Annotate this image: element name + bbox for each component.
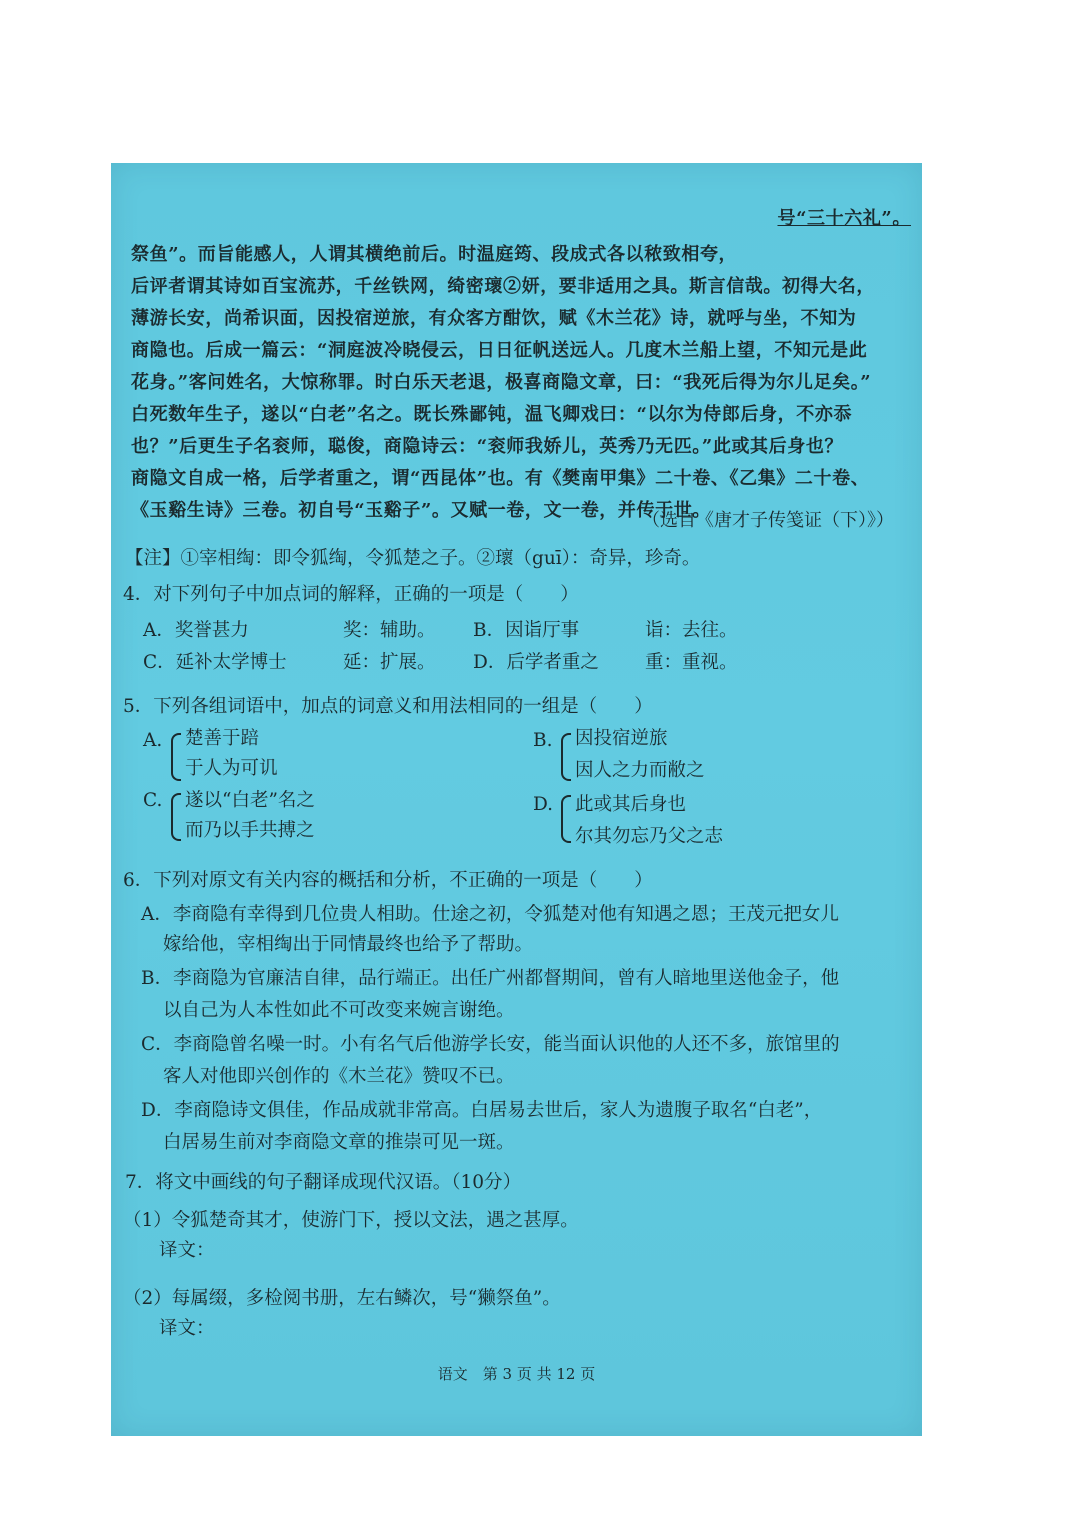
page-footer: 语文 第 3 页 共 12 页 xyxy=(437,1365,596,1383)
q4-option-a-gloss: 奖：辅助。 xyxy=(343,620,436,641)
q5-option-d-label: D. xyxy=(533,794,554,815)
q5-option-a-second: 于人为可讥 xyxy=(185,758,278,779)
q4-option-b-gloss: 诣：去往。 xyxy=(645,620,738,641)
brace-icon xyxy=(171,793,181,841)
q7-sentence-2: （2）每属缀，多检阅书册，左右鳞次，号“獭祭鱼”。 xyxy=(123,1288,561,1309)
q5-option-c-second: 而乃以手共搏之 xyxy=(185,820,315,841)
q5-option-d-first: 此或其后身也 xyxy=(575,794,687,815)
passage-line-10: 《玉谿生诗》三卷。初自号“玉谿子”。又赋一卷，文一卷，并传于世。 xyxy=(131,500,711,521)
q5-option-c-first: 遂以“白老”名之 xyxy=(185,790,315,811)
passage-line-7: 白死数年生子，遂以“白老”名之。既长殊鄙钝，温飞卿戏曰：“以尔为侍郎后身，不亦忝 xyxy=(131,404,853,425)
passage-line-6: 花身。”客问姓名，大惊称罪。时白乐天老退，极喜商隐文章，曰：“我死后得为尔儿足矣。” xyxy=(131,372,872,393)
q7-translation-2-label: 译文： xyxy=(159,1318,215,1339)
annotation-note: 【注】①宰相绹：即令狐绹，令狐楚之子。②瓌（guī）：奇异，珍奇。 xyxy=(125,548,701,569)
q6-option-d-line-2: 白居易生前对李商隐文章的推崇可见一斑。 xyxy=(163,1132,515,1153)
q4-option-d: D．后学者重之 xyxy=(473,652,599,673)
q7-translation-1-label: 译文： xyxy=(159,1240,215,1261)
passage-source: （选自《唐才子传笺证（下）》） xyxy=(642,510,894,531)
q6-option-c-line-2: 客人对他即兴创作的《木兰花》赞叹不已。 xyxy=(163,1066,515,1087)
q5-option-c-label: C. xyxy=(143,790,163,811)
passage-line-5: 商隐也。后成一篇云：“洞庭波冷晓侵云，日日征帆送远人。几度木兰船上望，不知元是此 xyxy=(131,340,868,361)
exam-page xyxy=(111,163,922,1436)
q4-stem: 4．对下列句子中加点词的解释，正确的一项是（ ） xyxy=(123,584,579,605)
passage-line-2: 祭鱼”。而旨能感人，人谓其横绝前后。时温庭筠、段成式各以秾致相夸， xyxy=(131,244,738,265)
q6-option-d-line-1: D．李商隐诗文俱佳，作品成就非常高。白居易去世后，家人为遗腹子取名“白老”， xyxy=(141,1100,823,1121)
passage-line-8: 也？”后更生子名衮师，聪俊，商隐诗云：“衮师我娇儿，英秀乃无匹。”此或其后身也？ xyxy=(131,436,844,457)
passage-line-3: 后评者谓其诗如百宝流苏，千丝铁网，绮密瓌②妍，要非适用之具。斯言信哉。初得大名， xyxy=(131,276,875,297)
q4-option-c: C．延补太学博士 xyxy=(143,652,287,673)
q4-option-c-gloss: 延：扩展。 xyxy=(343,652,436,673)
q5-option-b-label: B. xyxy=(533,730,553,751)
q5-option-b-second: 因人之力而敝之 xyxy=(575,760,705,781)
passage-line-4: 薄游长安，尚希识面，因投宿逆旅，有众客方酣饮，赋《木兰花》诗，就呼与坐，不知为 xyxy=(131,308,857,329)
q6-option-b-line-1: B．李商隐为官廉洁自律，品行端正。出任广州都督期间，曾有人暗地里送他金子，他 xyxy=(141,968,840,989)
q6-option-c-line-1: C．李商隐曾名噪一时。小有名气后他游学长安，能当面认识他的人还不多，旅馆里的 xyxy=(141,1034,840,1055)
q4-option-d-gloss: 重：重视。 xyxy=(645,652,738,673)
q5-option-a-label: A. xyxy=(143,730,163,751)
q6-option-b-line-2: 以自己为人本性如此不可改变来婉言谢绝。 xyxy=(163,1000,515,1021)
passage-line-9: 商隐文自成一格，后学者重之，谓“西昆体”也。有《樊南甲集》二十卷、《乙集》二十卷、 xyxy=(131,468,870,489)
passage-line-1: 号“三十六礼”。 xyxy=(777,208,911,229)
q4-option-b: B．因诣厅事 xyxy=(473,620,580,641)
q5-option-d-second: 尔其勿忘乃父之志 xyxy=(575,826,724,847)
q4-option-a: A．奖誉甚力 xyxy=(143,620,249,641)
q6-stem: 6．下列对原文有关内容的概括和分析，不正确的一项是（ ） xyxy=(123,870,653,891)
brace-icon xyxy=(171,733,181,781)
q5-option-b-first: 因投宿逆旅 xyxy=(575,728,668,749)
q5-option-a-first: 楚善于踣 xyxy=(185,728,260,749)
q6-option-a-line-2: 嫁给他，宰相绹出于同情最终也给予了帮助。 xyxy=(163,934,534,955)
q5-stem: 5．下列各组词语中，加点的词意义和用法相同的一组是（ ） xyxy=(123,696,653,717)
q7-sentence-1: （1）令狐楚奇其才，使游门下，授以文法，遇之甚厚。 xyxy=(123,1210,579,1231)
brace-icon xyxy=(561,795,571,843)
q6-option-a-line-1: A．李商隐有幸得到几位贵人相助。仕途之初，令狐楚对他有知遇之恩；王茂元把女儿 xyxy=(141,904,839,925)
brace-icon xyxy=(561,733,571,781)
q7-stem: 7．将文中画线的句子翻译成现代汉语。（10分） xyxy=(125,1172,522,1193)
